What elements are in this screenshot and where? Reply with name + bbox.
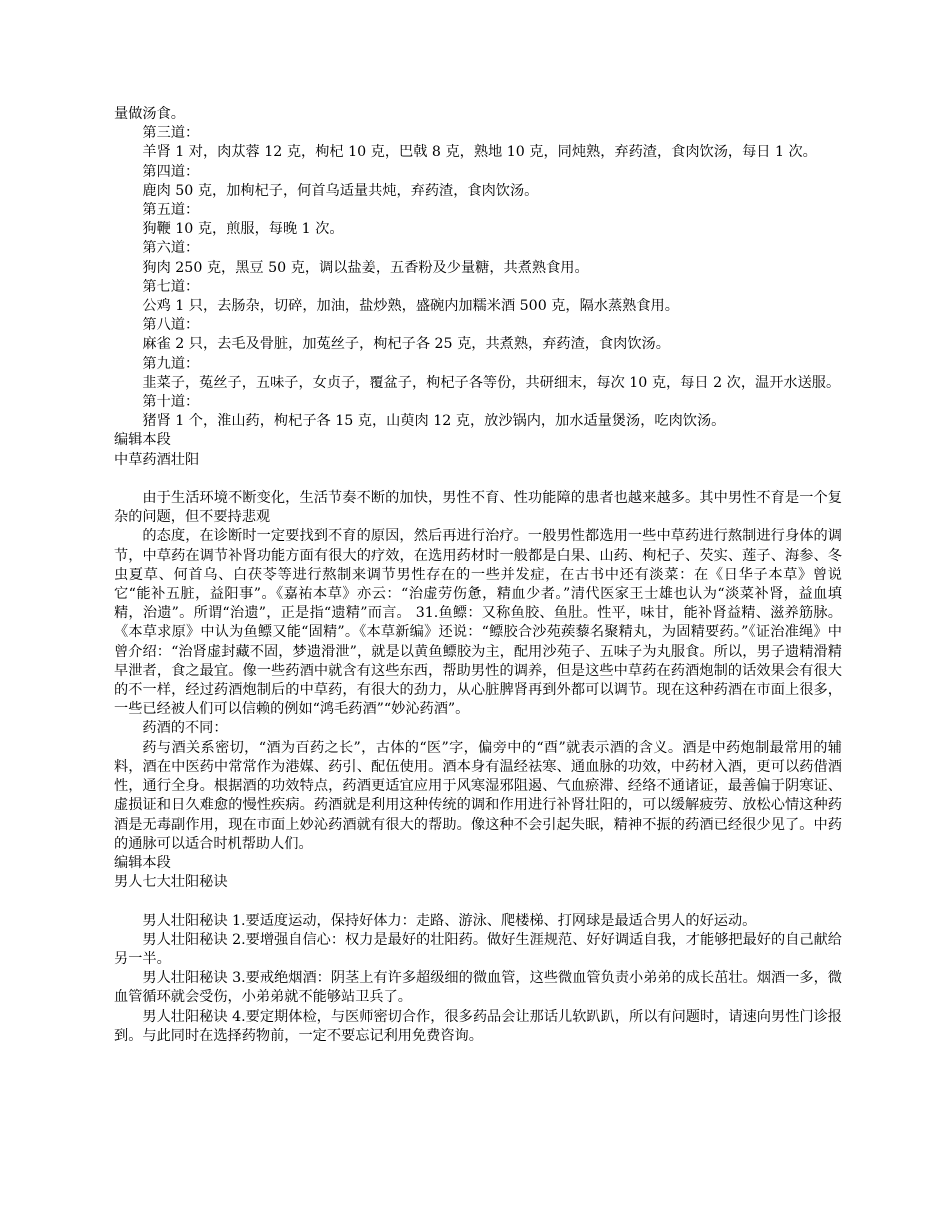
heading-wine-difference: 药酒的不同：	[142, 720, 228, 737]
paragraph-eighth-recipe: 麻雀 2 只，去毛及骨脏，加菟丝子，枸杞子各 25 克，共煮熟，弃药渣，食肉饮汤。	[142, 336, 670, 353]
paragraph-sixth-recipe: 狗肉 250 克，黑豆 50 克，调以盐姜，五香粉及少量糖，共煮熟食用。	[142, 259, 589, 276]
heading-fourth-recipe: 第四道：	[142, 163, 200, 180]
heading-sixth-recipe: 第六道：	[142, 240, 200, 257]
paragraph-ninth-recipe: 韭菜子，菟丝子，五味子，女贞子，覆盆子，枸杞子各等份，共研细末，每次 10 克，每日 2 次，温开水送服。	[142, 374, 841, 391]
section-title-herbal-wine: 中草药酒壮阳	[114, 451, 200, 468]
heading-tenth-recipe: 第十道：	[142, 394, 200, 411]
paragraph-secret-3: 男人壮阳秘诀 3.要戒绝烟酒：阴茎上有许多超级细的微血管，这些微血管负责小弟弟的成长茁壮。烟酒一多，微血管循环就会受伤，小弟弟就不能够站卫兵了。	[114, 970, 842, 1006]
section-title-seven-secrets: 男人七大壮阳秘诀	[114, 874, 228, 891]
paragraph-fifth-recipe: 狗鞭 10 克，煎服，每晚 1 次。	[142, 221, 344, 238]
heading-third-recipe: 第三道：	[142, 125, 200, 142]
paragraph-tenth-recipe: 猪肾 1 个，淮山药，枸杞子各 15 克，山萸肉 12 克，放沙锅内，加水适量煲汤，吃肉饮汤。	[142, 413, 726, 430]
paragraph-wine-difference: 药与酒关系密切，“酒为百药之长”，古体的“医”字，偏旁中的“酉”就表示酒的含义。酒是中药炮制最常用的辅料，酒在中医药中常常作为港媒、药引、配伍使用。酒本身有温经祛寒、通血脉的功效，中药材入酒，更可以药借酒性，通行全身。根据酒的功效特点，药酒更适宜应用于风寒湿邪阻遏、气血瘀滞、经络不通诸证，最善偏于阴寒证、虚损证和日久难愈的慢性疾病。药酒就是利用这种传统的调和作用进行补肾壮阳的，可以缓解疲劳、放松心情这种药酒是无毒副作用，现在市面上妙沁药酒就有很大的帮助。像这种不会引起失眠，精神不振的药酒已经很少见了。中药的通脉可以适合时机帮助人们。	[114, 739, 842, 852]
paragraph-secret-1: 男人壮阳秘诀 1.要适度运动，保持好体力：走路、游泳、爬楼梯、打网球是最适合男人的好运动。	[142, 912, 757, 929]
document-page	[114, 105, 842, 1046]
blank-line	[114, 470, 842, 489]
heading-seventh-recipe: 第七道：	[142, 278, 200, 295]
paragraph-third-recipe: 羊肾 1 对，肉苁蓉 12 克，枸杞 10 克，巴戟 8 克，熟地 10 克，同炖熟，弃药渣，食肉饮汤，每日 1 次。	[142, 144, 817, 161]
edit-section-label: 编辑本段	[114, 854, 171, 871]
paragraph-secret-2: 男人壮阳秘诀 2.要增强自信心：权力是最好的壮阳药。做好生涯规范、好好调适自我，才能够把最好的自己献给另一半。	[114, 931, 842, 967]
heading-fifth-recipe: 第五道：	[142, 202, 200, 219]
blank-line	[114, 892, 842, 911]
heading-ninth-recipe: 第九道：	[142, 355, 200, 372]
paragraph-secret-4: 男人壮阳秘诀 4.要定期体检，与医师密切合作，很多药品会让那话儿软趴趴，所以有问题时，请速向男性门诊报到。与此同时在选择药物前，一定不要忘记利用免费咨询。	[114, 1008, 842, 1044]
paragraph-herbal-intro: 由于生活环境不断变化，生活节奏不断的加快，男性不育、性功能障的患者也越来越多。其中男性不育是一个复杂的问题，但不要持悲观	[114, 490, 842, 526]
edit-section-label: 编辑本段	[114, 432, 171, 449]
paragraph-fourth-recipe: 鹿肉 50 克，加枸杞子，何首乌适量共炖，弃药渣，食肉饮汤。	[142, 182, 539, 199]
heading-eighth-recipe: 第八道：	[142, 317, 200, 334]
paragraph-1: 量做汤食。	[114, 106, 185, 122]
paragraph-herbal-body: 的态度，在诊断时一定要找到不育的原因，然后再进行治疗。一般男性都选用一些中草药进行熬制进行身体的调节，中草药在调节补肾功能方面有很大的疗效，在选用药材时一般都是白果、山药、枸杞子、芡实、莲子、海参、冬虫夏草、何首乌、白茯苓等进行熬制来调节男性存在的一些并发症，在古书中还有淡菜：在《日华子本草》曾说它“能补五脏，益阳事”。《嘉祐本草》亦云：“治虚劳伤惫，精血少者。”清代医家王士雄也认为“淡菜补肾，益血填精，治遗”。所谓“治遗”，正是指“遗精”而言。 31.鱼鳔：又称鱼胶、鱼肚。性平，味甘，能补肾益精、滋养筋脉。《本草求原》中认为鱼鳔又能“固精”。《本草新编》还说：“鳔胶合沙苑蒺藜名聚精丸，为固精要药。”《证治准绳》中曾介绍：“治肾虚封藏不固，梦遗滑泄”，就是以黄鱼鳔胶为主，配用沙苑子、五味子为丸服食。所以，男子遗精滑精早泄者，食之最宜。像一些药酒中就含有这些东西，帮助男性的调养，但是这些中草药在药酒炮制的话效果会有很大的不一样，经过药酒炮制后的中草药，有很大的劲力，从心脏脾肾再到外都可以调节。现在这种药酒在市面上很多，一些已经被人们可以信赖的例如“鸿毛药酒”“妙沁药酒”。	[114, 528, 842, 718]
paragraph-seventh-recipe: 公鸡 1 只，去肠杂，切碎，加油，盐炒熟，盛碗内加糯米酒 500 克，隔水蒸熟食用。	[142, 298, 679, 315]
